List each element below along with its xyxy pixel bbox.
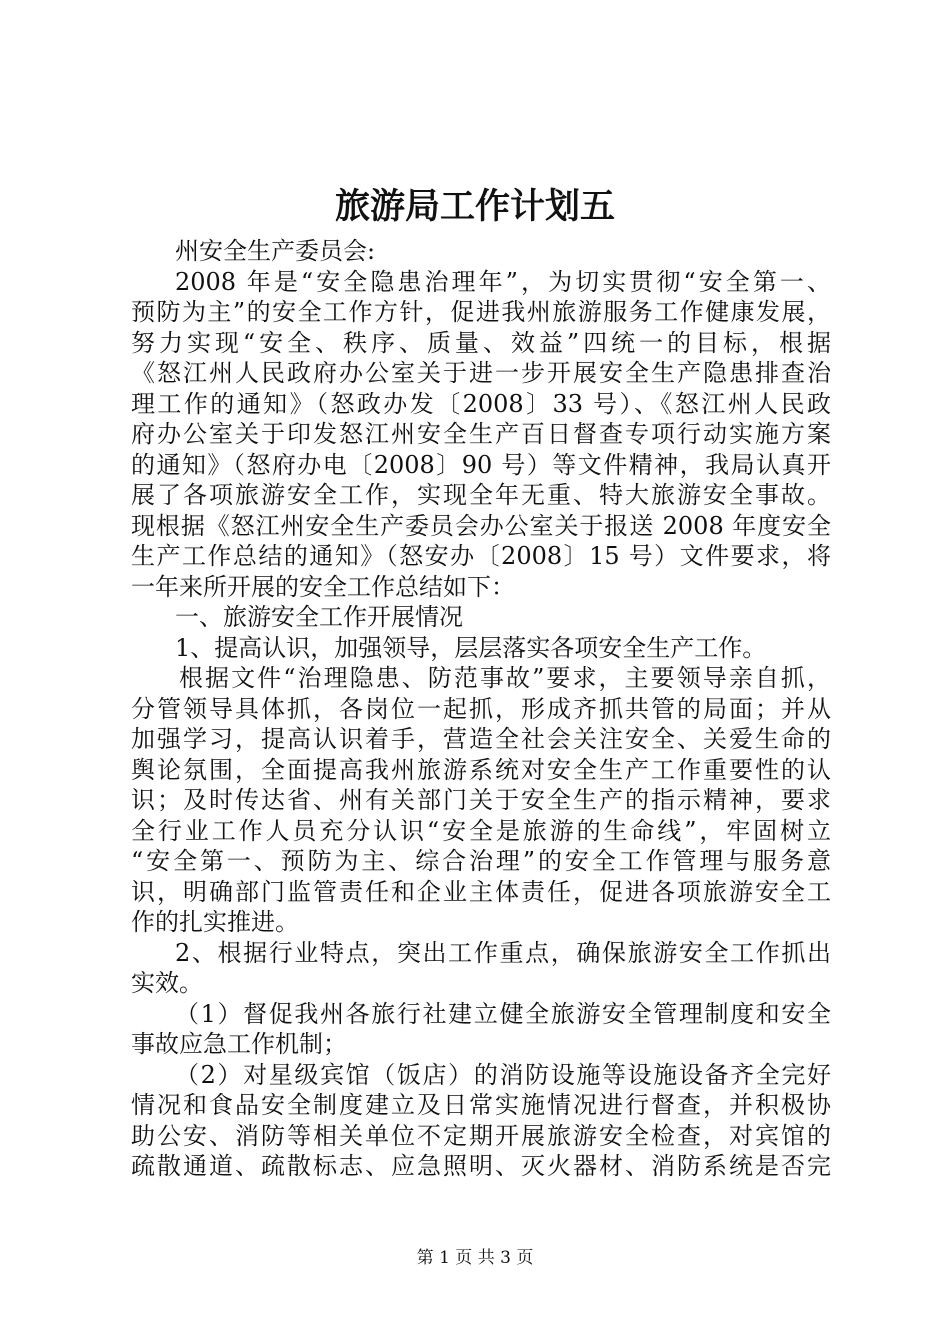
text-line: 实效。 xyxy=(131,969,203,997)
text-line: 2、根据行业特点，突出工作重点，确保旅游安全工作抓出 xyxy=(175,938,831,967)
text-line: 努力实现“安全、秩序、质量、效益”四统一的目标，根据 xyxy=(131,328,831,357)
text-line: “安全第一、预防为主、综合治理”的安全工作管理与服务意 xyxy=(131,847,831,875)
text-line: 识；及时传达省、州有关部门关于安全生产的指示精神，要求 xyxy=(131,786,831,814)
text-line: 2008 年是“安全隐患治理年”，为切实贯彻“安全第一、 xyxy=(175,267,831,296)
text-line: 分管领导具体抓，各岗位一起抓，形成齐抓共管的局面；并从 xyxy=(131,694,831,723)
text-line: 疏散通道、疏散标志、应急照明、灭火器材、消防系统是否完 xyxy=(131,1152,831,1180)
text-line: 府办公室关于印发怒江州安全生产百日督查专项行动实施方案 xyxy=(131,420,831,448)
text-line: 生产工作总结的通知》（怒安办〔2008〕15 号）文件要求，将 xyxy=(131,542,831,570)
text-line: 全行业工作人员充分认识“安全是旅游的生命线”，牢固树立 xyxy=(131,816,831,845)
page-footer: 第 1 页 共 3 页 xyxy=(416,1248,534,1268)
text-line: 情况和食品安全制度建立及日常实施情况进行督查，并积极协 xyxy=(131,1091,831,1119)
text-line: 一、旅游安全工作开展情况 xyxy=(175,603,463,631)
text-line: 一年来所开展的安全工作总结如下： xyxy=(131,572,515,601)
text-line: 加强学习，提高认识着手，营造全社会关注安全、关爱生命的 xyxy=(131,725,831,753)
text-line: 理工作的通知》（怒政办发〔2008〕33 号）、《怒江州人民政 xyxy=(131,389,831,418)
text-line: 作的扎实推进。 xyxy=(131,908,299,936)
text-line: 预防为主”的安全工作方针，促进我州旅游服务工作健康发展， xyxy=(131,298,831,326)
text-line: 1、提高认识，加强领导，层层落实各项安全生产工作。 xyxy=(175,633,767,662)
text-line: 的通知》（怒府办电〔2008〕90 号）等文件精神，我局认真开 xyxy=(131,450,831,479)
text-line: 助公安、消防等相关单位不定期开展旅游安全检查，对宾馆的 xyxy=(131,1121,831,1150)
text-line: 展了各项旅游安全工作，实现全年无重、特大旅游安全事故。 xyxy=(131,481,831,509)
text-line: （1）督促我州各旅行社建立健全旅游安全管理制度和安全 xyxy=(175,999,831,1028)
text-line: 舆论氛围，全面提高我州旅游系统对安全生产工作重要性的认 xyxy=(131,755,831,784)
text-line: 《怒江州人民政府办公室关于进一步开展安全生产隐患排查治 xyxy=(131,359,831,387)
text-line: （2）对星级宾馆（饭店）的消防设施等设施设备齐全完好 xyxy=(175,1060,831,1089)
text-line: 事故应急工作机制； xyxy=(131,1030,347,1058)
document-title: 旅游局工作计划五 xyxy=(334,187,615,227)
text-line: 州安全生产委员会: xyxy=(175,237,376,265)
document-body xyxy=(131,236,831,1182)
text-line: 根据文件“治理隐患、防范事故”要求，主要领导亲自抓， xyxy=(179,664,831,692)
text-line: 识，明确部门监管责任和企业主体责任，促进各项旅游安全工 xyxy=(131,877,831,906)
text-line: 现根据《怒江州安全生产委员会办公室关于报送 2008 年度安全 xyxy=(131,511,831,540)
